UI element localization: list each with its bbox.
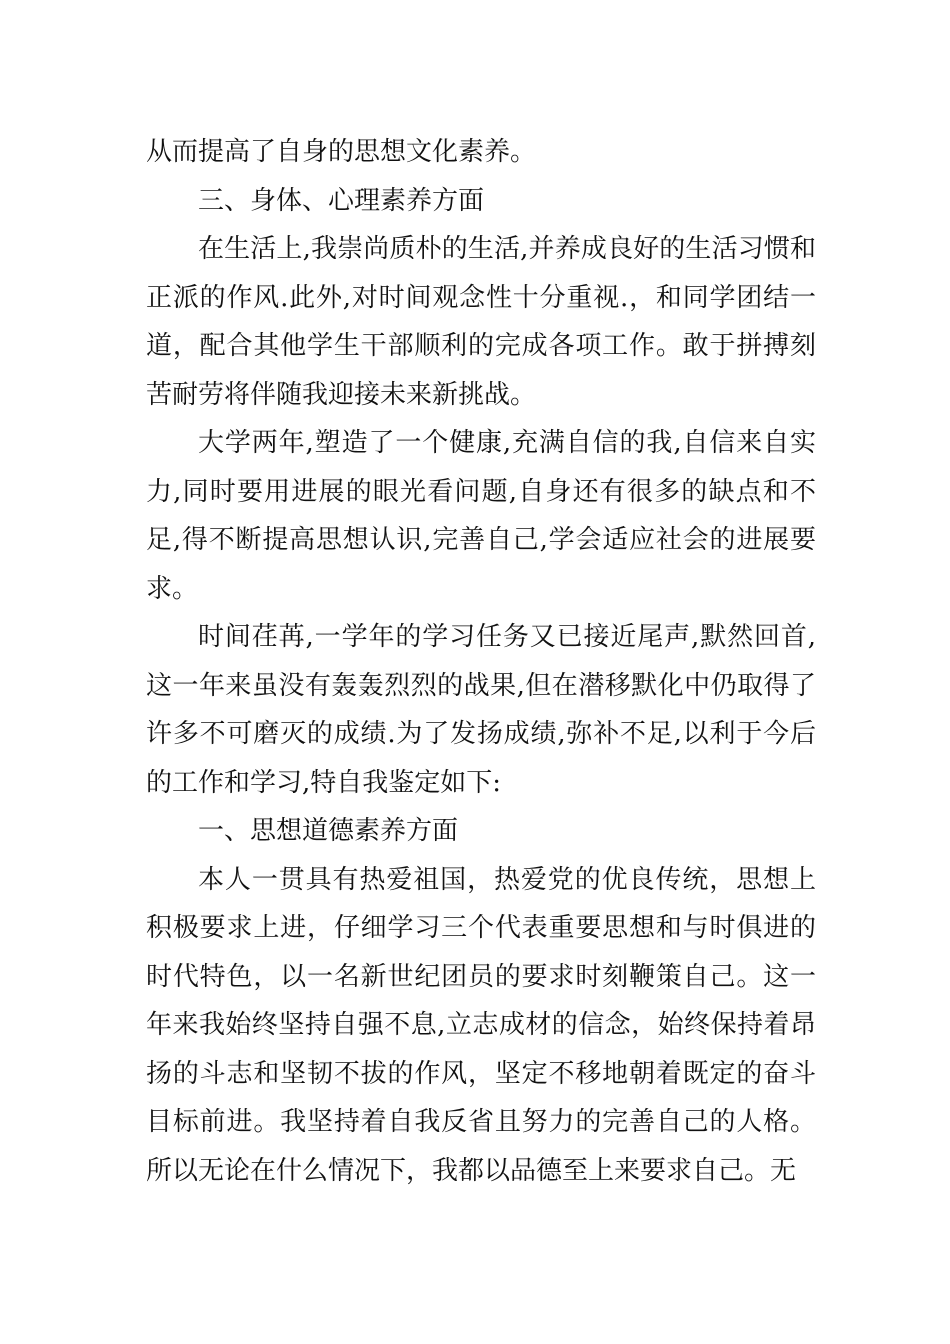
paragraph-life: 在生活上,我崇尚质朴的生活,并养成良好的生活习惯和正派的作风.此外,对时间观念性十分重视.，和同学团结一道，配合其他学生干部顺利的完成各项工作。敢于拼搏刻苦耐劳将伴随我迎接未来新挑战。 <box>146 234 816 410</box>
section-heading-moral: 一、思想道德素养方面 <box>198 816 459 846</box>
document-body <box>146 128 816 1195</box>
section-heading-physical-mental: 三、身体、心理素养方面 <box>198 185 485 216</box>
paragraph-continuation: 从而提高了自身的思想文化素养。 <box>146 137 537 167</box>
paragraph-time-passes: 时间荏苒,一学年的学习任务又已接近尾声,默然回首,这一年来虽没有轰轰烈烈的战果,但在潜移默化中仍取得了许多不可磨灭的成绩.为了发扬成绩,弥补不足,以利于今后的工作和学习,特自我鉴定如下: <box>146 622 816 798</box>
paragraph-two-years: 大学两年,塑造了一个健康,充满自信的我,自信来自实力,同时要用进展的眼光看问题,自身还有很多的缺点和不足,得不断提高思想认识,完善自己,学会适应社会的进展要求。 <box>146 428 816 604</box>
paragraph-patriotism: 本人一贯具有热爱祖国，热爱党的优良传统，思想上积极要求上进，仔细学习三个代表重要思想和与时俱进的时代特色，以一名新世纪团员的要求时刻鞭策自己。这一年来我始终坚持自强不息,立志成材的信念，始终保持着昂扬的斗志和坚韧不拔的作风，坚定不移地朝着既定的奋斗目标前进。我坚持着自我反省且努力的完善自己的人格。所以无论在什么情况下，我都以品德至上来要求自己。无 <box>146 864 816 1186</box>
